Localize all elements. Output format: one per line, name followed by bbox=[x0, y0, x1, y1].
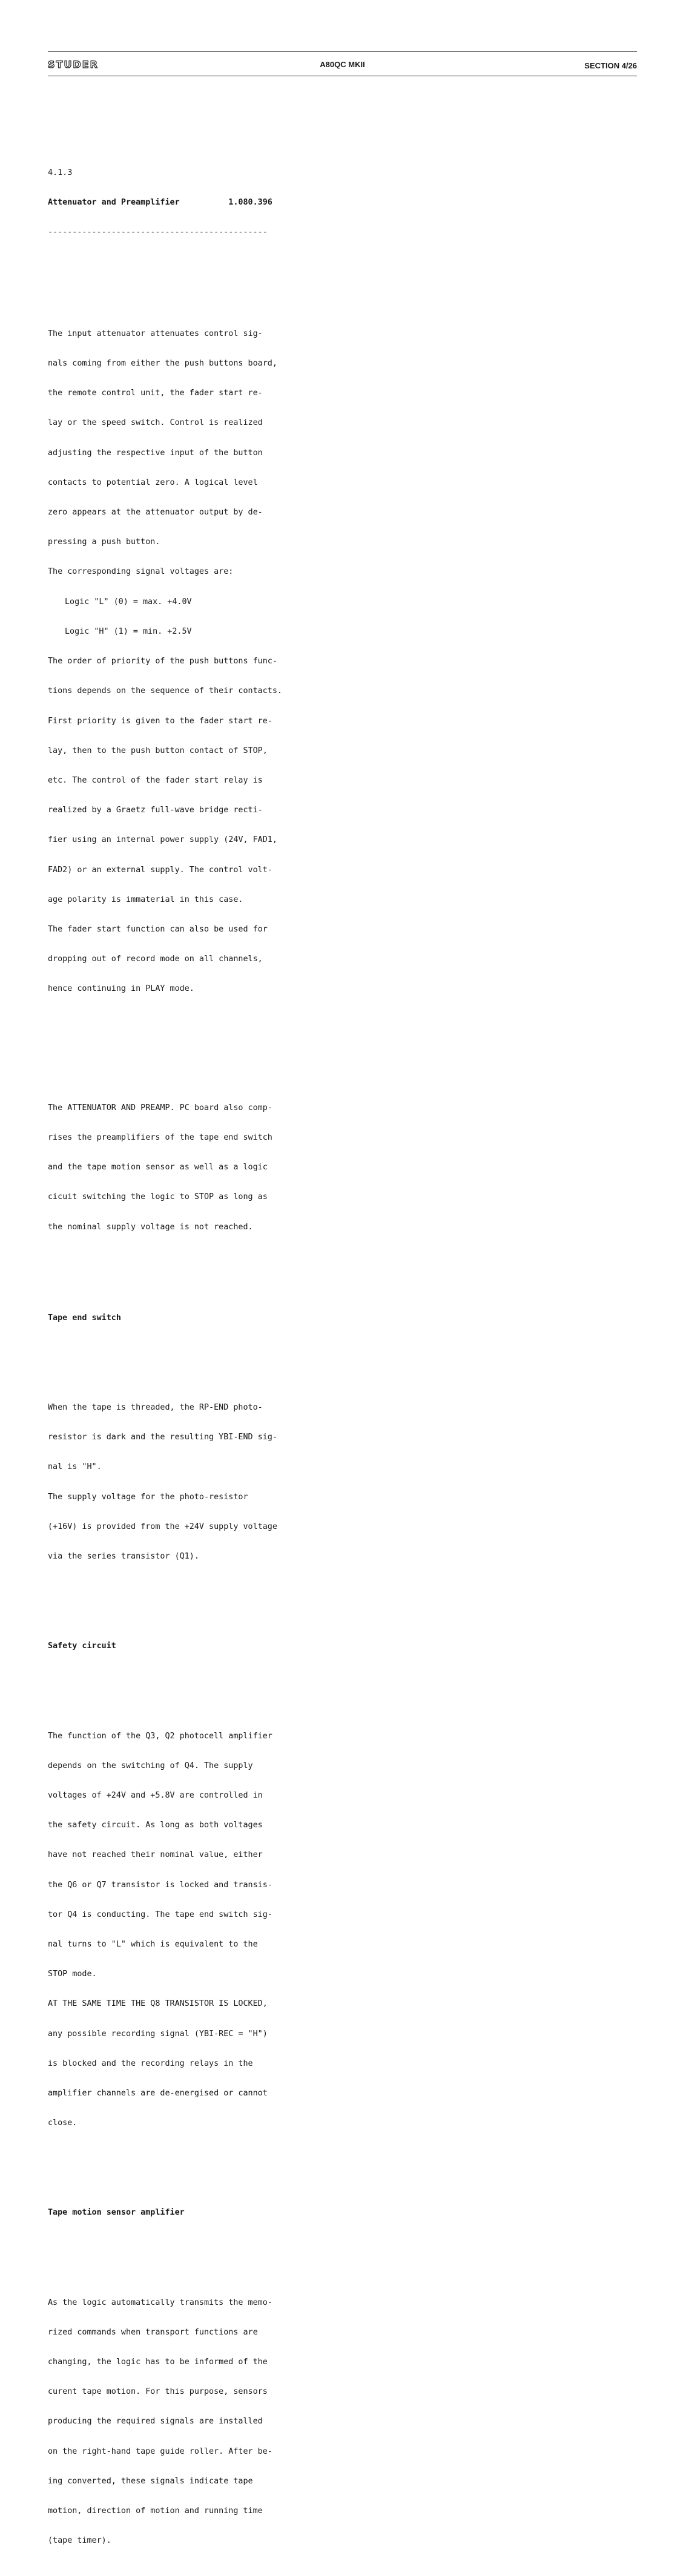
spacer bbox=[48, 1044, 363, 1054]
text-line: tions depends on the sequence of their contacts. bbox=[48, 686, 282, 696]
paragraph-board bbox=[48, 1083, 363, 1252]
text-line: the safety circuit. As long as both voltages bbox=[48, 1821, 263, 1830]
text-line: nal turns to "L" which is equivalent to the bbox=[48, 1939, 258, 1949]
text-line: The function of the Q3, Q2 photocell amplifier bbox=[48, 1731, 272, 1741]
section-title-row bbox=[48, 198, 363, 208]
text-line: etc. The control of the fader start relay is bbox=[48, 775, 263, 785]
text-line: fier using an internal power supply (24V, FAD1, bbox=[48, 835, 277, 845]
paragraph-motion bbox=[48, 2278, 363, 2566]
text-line: FAD2) or an external supply. The control volt- bbox=[48, 865, 272, 875]
text-line: the nominal supply voltage is not reached. bbox=[48, 1222, 253, 1232]
text-line: STOP mode. bbox=[48, 1970, 97, 1979]
text-line: First priority is given to the fader start re- bbox=[48, 716, 272, 726]
spacer bbox=[48, 268, 363, 280]
text-line: via the series transistor (Q1). bbox=[48, 1552, 199, 1562]
text-line: The ATTENUATOR AND PREAMP. PC board also comp- bbox=[48, 1103, 272, 1112]
text-line: voltages of +24V and +5.8V are controlled in bbox=[48, 1790, 263, 1800]
heading-safety-circuit: Safety circuit bbox=[48, 1641, 116, 1651]
text-line: (+16V) is provided from the +24V supply voltage bbox=[48, 1522, 277, 1531]
text-line: The corresponding signal voltages are: bbox=[48, 567, 234, 577]
text-line: amplifier channels are de-energised or cannot bbox=[48, 2088, 268, 2098]
text-line: The input attenuator attenuates control sig- bbox=[48, 329, 263, 338]
text-line: producing the required signals are installed bbox=[48, 2417, 263, 2426]
text-line: motion, direction of motion and running time bbox=[48, 2506, 263, 2516]
brand-logo: STUDER bbox=[48, 59, 99, 70]
text-line: pressing a push button. bbox=[48, 537, 160, 547]
spacer bbox=[48, 2238, 363, 2249]
text-line: lay, then to the push button contact of STOP, bbox=[48, 746, 268, 755]
text-line: ing converted, these signals indicate tape bbox=[48, 2476, 253, 2486]
text-line: close. bbox=[48, 2118, 78, 2128]
section-id: 4.1.3 bbox=[48, 168, 73, 177]
text-line: zero appears at the attenuator output by de- bbox=[48, 508, 263, 518]
text-line: nal is "H". bbox=[48, 1462, 102, 1472]
text-line: nals coming from either the push buttons board, bbox=[48, 359, 277, 369]
text-line: and the tape motion sensor as well as a logic bbox=[48, 1163, 268, 1172]
part-number: 1.080.396 bbox=[228, 198, 272, 208]
page-header bbox=[48, 51, 637, 76]
text-line: on the right-hand tape guide roller. After be- bbox=[48, 2446, 272, 2456]
logic-high-level: Logic "H" (1) = min. +2.5V bbox=[65, 626, 192, 636]
spacer bbox=[48, 1672, 363, 1682]
header-top-rule bbox=[48, 51, 637, 52]
text-line: the remote control unit, the fader start re- bbox=[48, 389, 263, 398]
text-line: cicuit switching the logic to STOP as long as bbox=[48, 1192, 268, 1202]
paragraph-safety bbox=[48, 1712, 363, 2149]
text-line: any possible recording signal (YBI-REC = "H") bbox=[48, 2029, 268, 2039]
spacer bbox=[48, 1343, 363, 1353]
title-spacer bbox=[180, 198, 229, 207]
text-line: resistor is dark and the resulting YBI-END sig- bbox=[48, 1433, 277, 1442]
logic-low-level: Logic "L" (0) = max. +4.0V bbox=[65, 597, 192, 606]
text-line: AT THE SAME TIME THE Q8 TRANSISTOR IS LOCKED, bbox=[48, 1999, 268, 2009]
text-line: have not reached their nominal value, either bbox=[48, 1850, 263, 1860]
section-title: Attenuator and Preamplifier bbox=[48, 198, 180, 208]
text-line: dropping out of record mode on all channels, bbox=[48, 954, 263, 964]
document-body bbox=[48, 148, 363, 2576]
text-line: the Q6 or Q7 transistor is locked and transis- bbox=[48, 1880, 272, 1890]
text-line: adjusting the respective input of the button bbox=[48, 448, 263, 458]
text-line: is blocked and the recording relays in the bbox=[48, 2058, 253, 2068]
spacer bbox=[48, 1282, 363, 1293]
text-line: depends on the switching of Q4. The supply bbox=[48, 1761, 253, 1770]
text-line: lay or the speed switch. Control is realized bbox=[48, 418, 263, 428]
text-line: tor Q4 is conducting. The tape end switch sig- bbox=[48, 1910, 272, 1919]
heading-tape-motion-sensor: Tape motion sensor amplifier bbox=[48, 2208, 185, 2218]
text-line: rized commands when transport functions are bbox=[48, 2327, 258, 2337]
title-underline: --------------------------------------------- bbox=[48, 228, 268, 237]
heading-tape-end-switch: Tape end switch bbox=[48, 1313, 121, 1322]
text-line: rises the preamplifiers of the tape end switch bbox=[48, 1132, 272, 1142]
text-line: hence continuing in PLAY mode. bbox=[48, 984, 194, 994]
text-line: When the tape is threaded, the RP-END photo- bbox=[48, 1403, 263, 1413]
paragraph-attenuator bbox=[48, 309, 363, 1014]
text-line: realized by a Graetz full-wave bridge recti- bbox=[48, 806, 263, 815]
text-line: As the logic automatically transmits the memo- bbox=[48, 2298, 272, 2307]
text-line: The fader start function can also be used for bbox=[48, 924, 268, 934]
text-line: The order of priority of the push buttons func- bbox=[48, 657, 277, 666]
section-number: SECTION 4/26 bbox=[584, 61, 637, 70]
text-line: (tape timer). bbox=[48, 2536, 111, 2546]
spacer bbox=[48, 1612, 363, 1622]
paragraph-tape-end bbox=[48, 1383, 363, 1582]
model-name: A80QC MKII bbox=[320, 60, 365, 69]
text-line: changing, the logic has to be informed of the bbox=[48, 2358, 268, 2367]
text-line: curent tape motion. For this purpose, sensors bbox=[48, 2387, 268, 2397]
text-line: The supply voltage for the photo-resistor bbox=[48, 1492, 248, 1502]
text-line: age polarity is immaterial in this case. bbox=[48, 895, 243, 904]
spacer bbox=[48, 2178, 363, 2189]
text-line: contacts to potential zero. A logical level bbox=[48, 478, 258, 487]
